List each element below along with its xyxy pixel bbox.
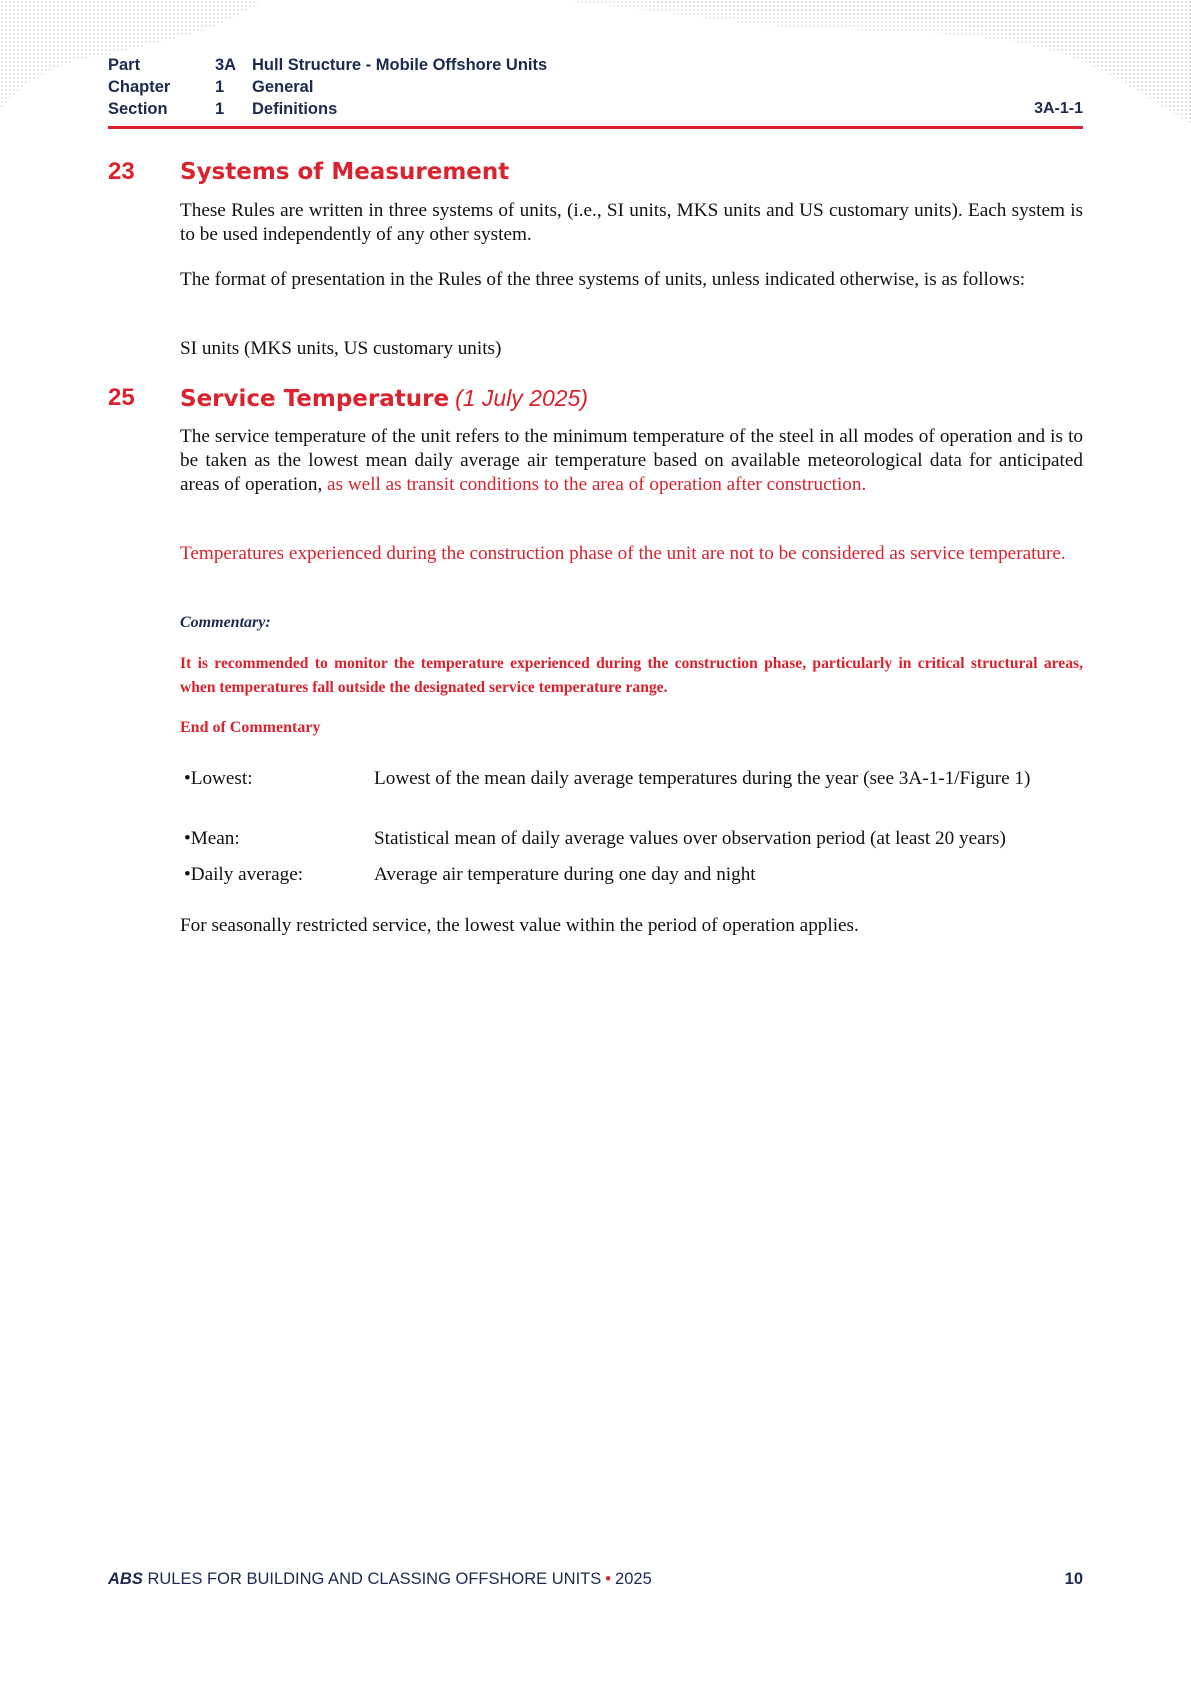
part-title: Hull Structure - Mobile Offshore Units	[252, 56, 548, 74]
section-25-paragraph-1-revision: as well as transit conditions to the area of operation after construction.	[327, 474, 867, 495]
section-23-paragraph-2: The format of presentation in the Rules of the three systems of units, unless indicated otherwise, is as follows:	[180, 269, 1026, 290]
definition-description: Lowest of the mean daily average temperatures during the year (see 3A-1-1/Figure 1)	[374, 768, 1031, 789]
chapter-title: General	[252, 78, 314, 96]
header-divider	[108, 126, 1083, 129]
definition-description: Average air temperature during one day and night	[374, 864, 756, 885]
section-25-final-paragraph: For seasonally restricted service, the lowest value within the period of operation applies.	[180, 915, 859, 936]
definition-description: Statistical mean of daily average values over observation period (at least 20 years)	[374, 828, 1006, 849]
page-number: 10	[1064, 1570, 1083, 1588]
section-23-paragraph-3: SI units (MKS units, US customary units)	[180, 338, 502, 359]
part-number: 3A	[215, 56, 237, 74]
section-25-heading	[180, 383, 588, 414]
section-25-number: 25	[108, 384, 135, 411]
section-23-paragraph-1: These Rules are written in three systems of units, (i.e., SI units, MKS units and US customary units). Each system is to be used independently of any other system.	[180, 200, 1083, 245]
commentary-heading: Commentary:	[180, 614, 271, 631]
section-25-paragraph-2: Temperatures experienced during the construction phase of the unit are not to be considered as service temperature.	[180, 543, 1066, 564]
footer-year: 2025	[615, 1570, 652, 1588]
section-23-number: 23	[108, 158, 135, 185]
footer-title	[108, 1568, 652, 1590]
section-25-paragraph-1	[180, 425, 1083, 497]
section-23-title: Systems of Measurement	[180, 159, 510, 185]
section-reference: 3A-1-1	[1034, 100, 1083, 117]
definition-term: •Lowest:	[184, 768, 253, 789]
section-title: Definitions	[252, 100, 338, 118]
definition-term: •Daily average:	[184, 864, 304, 885]
part-label: Part	[108, 56, 141, 74]
abs-logo: ABS	[108, 1570, 143, 1588]
footer-bullet: •	[605, 1570, 612, 1588]
commentary-text: It is recommended to monitor the temperature experienced during the construction phase, particularly in critical structural areas, when temperatures fall outside the designated service temperature range.	[180, 655, 1083, 696]
footer-document-title: RULES FOR BUILDING AND CLASSING OFFSHORE UNITS	[147, 1570, 602, 1588]
commentary-end: End of Commentary	[180, 719, 321, 736]
section-25-date: (1 July 2025)	[455, 385, 589, 411]
section-number: 1	[215, 100, 225, 118]
decorative-wave-pattern	[0, 0, 1191, 140]
section-25-title: Service Temperature	[180, 386, 450, 412]
chapter-label: Chapter	[108, 78, 171, 96]
section-25-paragraph-1-text: The service temperature of the unit refers to the minimum temperature of the steel in all modes of operation and is to be taken as the lowest mean daily average air temperature based on available meteorological data for anticipated areas of operation,	[180, 426, 1083, 495]
definition-term: •Mean:	[184, 828, 240, 849]
chapter-number: 1	[215, 78, 225, 96]
section-label: Section	[108, 100, 168, 118]
